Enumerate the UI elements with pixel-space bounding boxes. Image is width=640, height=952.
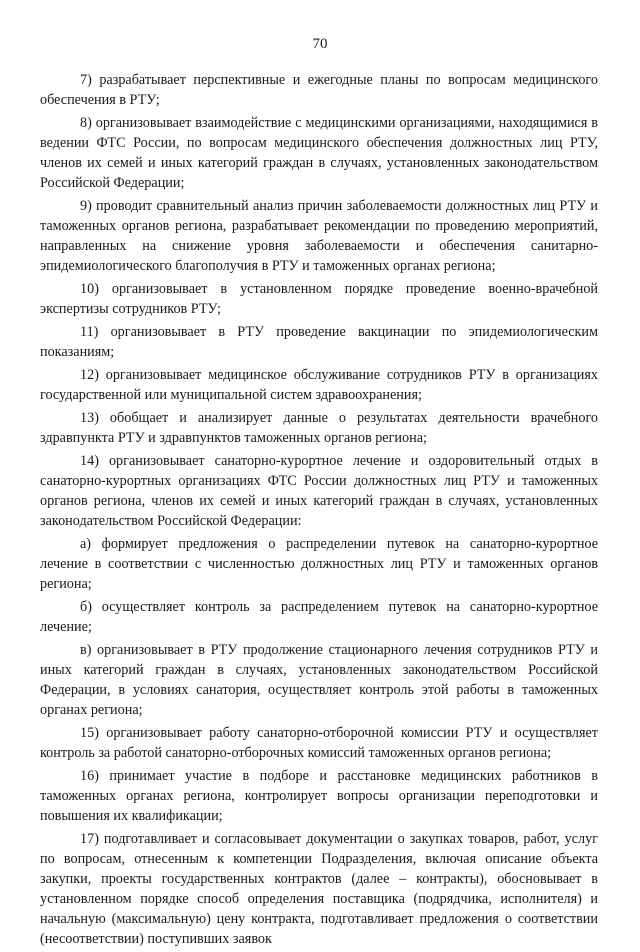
document-body [40,70,598,952]
paragraph-item-16: 16) принимает участие в подборе и расстановке медицинских работников в таможенных органах региона, контролирует вопросы организации переподготовки и повышения их квалификации; [40,768,598,824]
paragraph-item-13: 13) обобщает и анализирует данные о результатах деятельности врачебного здравпункта РТУ и здравпунктов таможенных органов региона; [40,410,598,446]
paragraph-subitem-a: а) формирует предложения о распределении путевок на санаторно-курортное лечение в соответствии с численностью должностных лиц РТУ и таможенных органов региона; [40,536,598,592]
paragraph-item-17: 17) подготавливает и согласовывает документации о закупках товаров, работ, услуг по вопросам, отнесенным к компетенции Подразделения, включая описание объекта закупки, проекты государственных контрактов (далее – контракты), обосновывает в установленном порядке способ определения поставщика (подрядчика, исполнителя) и начальную (максимальную) цену контракта, подготавливает предложения о соответствии (несоответствии) поступивших заявок [40,831,598,947]
paragraph-item-12: 12) организовывает медицинское обслуживание сотрудников РТУ в организациях государственной или муниципальной систем здравоохранения; [40,367,598,403]
paragraph-subitem-v: в) организовывает в РТУ продолжение стационарного лечения сотрудников РТУ и иных категорий граждан в случаях, установленных законодательством Российской Федерации, в условиях санатория, осуществляет контроль этой работы в таможенных органах региона; [40,642,598,718]
paragraph-item-11: 11) организовывает в РТУ проведение вакцинации по эпидемиологическим показаниям; [40,324,598,360]
paragraph-item-15: 15) организовывает работу санаторно-отборочной комиссии РТУ и осуществляет контроль за работой санаторно-отборочных комиссий таможенных органов региона; [40,725,598,761]
paragraph-item-8: 8) организовывает взаимодействие с медицинскими организациями, находящимися в ведении ФТС России, по вопросам медицинского обеспечения должностных лиц РТУ, членов их семей и иных категорий граждан в случаях, установленных законодательством Российской Федерации; [40,115,598,191]
paragraph-subitem-b: б) осуществляет контроль за распределением путевок на санаторно-курортное лечение; [40,599,598,635]
paragraph-item-14: 14) организовывает санаторно-курортное лечение и оздоровительный отдых в санаторно-курортных организациях ФТС России должностных лиц РТУ и таможенных органов региона, членов их семей и иных категорий граждан в случаях, установленных законодательством Российской Федерации: [40,453,598,529]
paragraph-item-7: 7) разрабатывает перспективные и ежегодные планы по вопросам медицинского обеспечения в РТУ; [40,72,598,108]
paragraph-item-10: 10) организовывает в установленном порядке проведение военно-врачебной экспертизы сотрудников РТУ; [40,281,598,317]
page-number: 70 [312,36,328,52]
paragraph-item-9: 9) проводит сравнительный анализ причин заболеваемости должностных лиц РТУ и таможенных органов региона, разрабатывает рекомендации по проведению мероприятий, направленных на снижение уровня заболеваемости и обеспечения санитарно-эпидемиологического благополучия в РТУ и таможенных органах региона; [40,198,598,274]
